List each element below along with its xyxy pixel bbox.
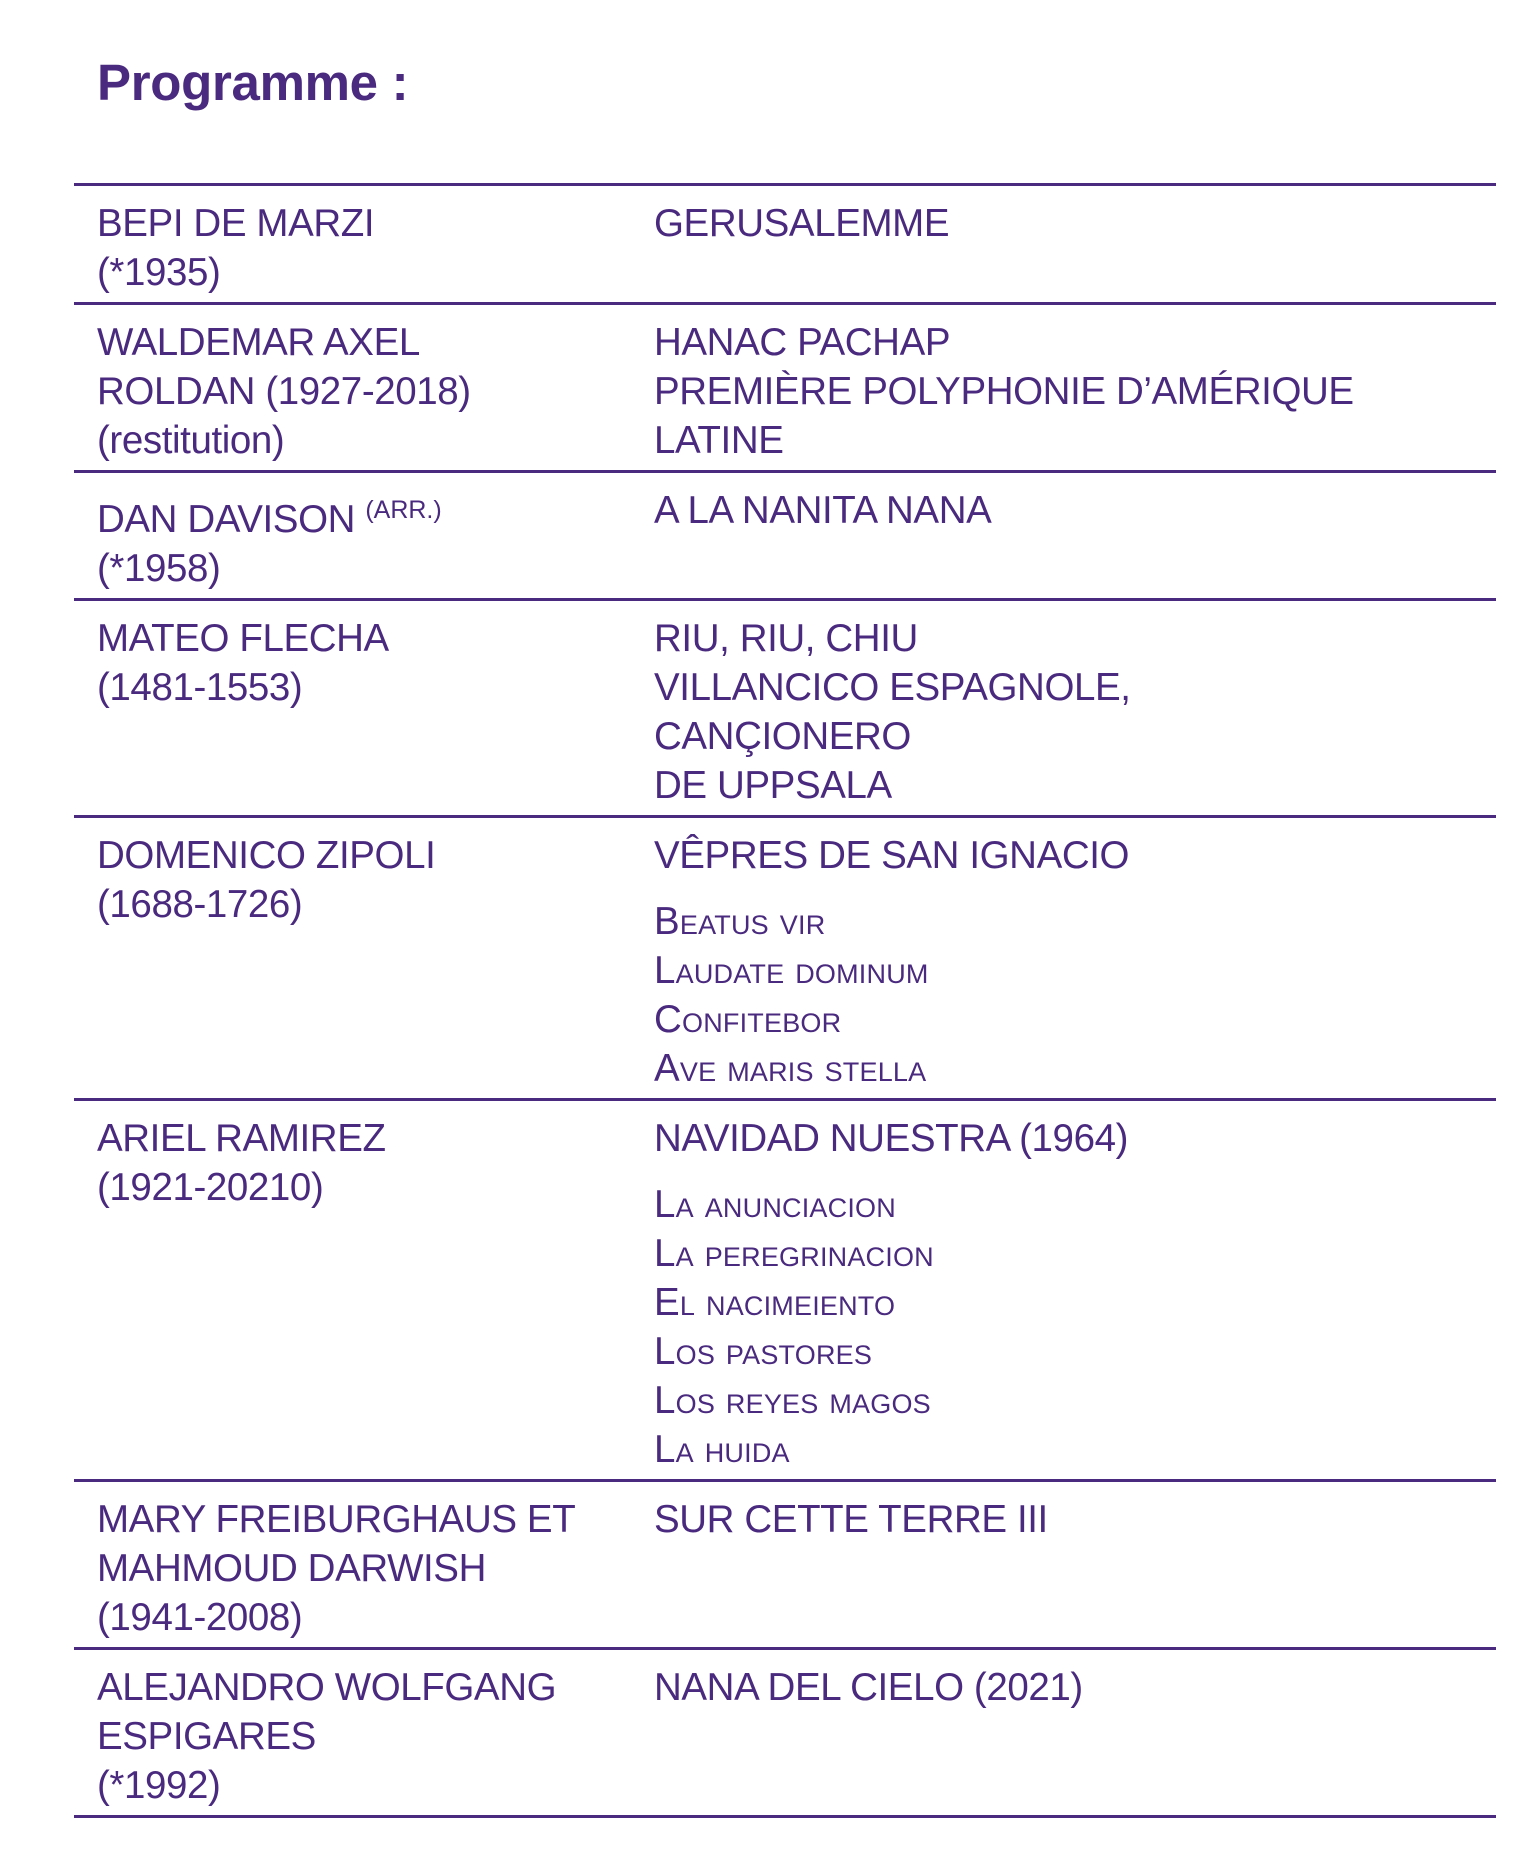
movement-item: Laudate dominum xyxy=(654,949,929,992)
work xyxy=(654,1663,1496,1810)
movement-list xyxy=(654,897,1496,1093)
programme-row xyxy=(74,1101,1496,1482)
work xyxy=(654,831,1496,1093)
composer-dates: (*1958) xyxy=(97,547,221,590)
work xyxy=(654,486,1496,593)
programme-row xyxy=(74,186,1496,305)
composer: MARY FREIBURGHAUS ET MAHMOUD DARWISH (1941-2008) xyxy=(97,1498,576,1639)
work-title: NANA DEL CIELO (2021) xyxy=(654,1666,1083,1709)
movement-item: Los pastores xyxy=(654,1330,873,1373)
work xyxy=(654,614,1496,810)
composer-name: DAN DAVISON xyxy=(97,498,356,541)
programme-row xyxy=(74,601,1496,818)
work xyxy=(654,199,1496,297)
work-title: VÊPRES DE SAN IGNACIO xyxy=(654,834,1130,877)
movement-item: El nacimeiento xyxy=(654,1281,896,1324)
work-title: GERUSALEMME xyxy=(654,202,950,245)
work-title: NAVIDAD NUESTRA (1964) xyxy=(654,1117,1129,1160)
movement-item: La anunciacion xyxy=(654,1183,896,1226)
programme-row xyxy=(74,305,1496,473)
movement-item: La huida xyxy=(654,1428,790,1471)
composer: MATEO FLECHA (1481-1553) xyxy=(97,617,389,709)
composer: DOMENICO ZIPOLI (1688-1726) xyxy=(97,834,436,926)
arrangement-note: (ARR.) xyxy=(365,496,442,524)
programme-row xyxy=(74,1650,1496,1818)
programme-row xyxy=(74,473,1496,601)
composer xyxy=(74,486,654,593)
work xyxy=(654,318,1496,465)
movement-item: Ave maris stella xyxy=(654,1047,927,1090)
page-title: Programme : xyxy=(97,54,409,111)
composer: ARIEL RAMIREZ (1921-20210) xyxy=(97,1117,386,1209)
programme-row xyxy=(74,1482,1496,1650)
movement-item: Confitebor xyxy=(654,998,842,1041)
programme-row xyxy=(74,818,1496,1101)
composer: BEPI DE MARZI (*1935) xyxy=(97,202,375,294)
work-title: HANAC PACHAP PREMIÈRE POLYPHONIE D’AMÉRIQUE LATINE xyxy=(654,321,1354,462)
work-title: RIU, RIU, CHIU VILLANCICO ESPAGNOLE, CANÇIONERO DE UPPSALA xyxy=(654,617,1131,807)
movement-item: La peregrinacion xyxy=(654,1232,934,1275)
composer: ALEJANDRO WOLFGANG ESPIGARES (*1992) xyxy=(97,1666,557,1807)
work xyxy=(654,1114,1496,1474)
movement-list xyxy=(654,1180,1496,1474)
movement-item: Los reyes magos xyxy=(654,1379,931,1422)
composer: WALDEMAR AXEL ROLDAN (1927-2018) (restitution) xyxy=(97,321,471,462)
work-title: SUR CETTE TERRE III xyxy=(654,1498,1048,1541)
movement-item: Beatus vir xyxy=(654,900,826,943)
work xyxy=(654,1495,1496,1642)
work-title: A LA NANITA NANA xyxy=(654,489,992,532)
programme-table xyxy=(74,183,1496,1818)
